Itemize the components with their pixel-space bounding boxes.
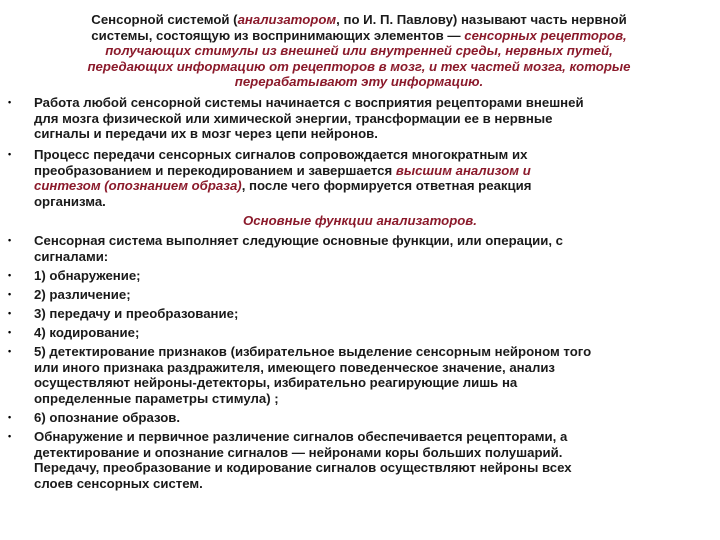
intro-emphasis-line: перерабатывают эту информацию. bbox=[234, 74, 484, 90]
bullet-icon: • bbox=[8, 346, 12, 356]
intro-line bbox=[28, 28, 690, 44]
section-heading: Основные функции анализаторов. bbox=[243, 213, 477, 228]
bullet-icon: • bbox=[8, 412, 12, 422]
bullet-text bbox=[34, 95, 584, 142]
intro-text: , по И. П. Павлову) называют часть нервной bbox=[336, 12, 627, 27]
text-line bbox=[34, 178, 531, 194]
function-item: 4) кодирование; bbox=[34, 325, 140, 340]
text-line: для мозга физической или химической энергии, трансформации ее в нервные bbox=[34, 110, 553, 126]
text-line: 5) детектирование признаков (избирательное выделение сенсорным нейроном того bbox=[34, 344, 592, 359]
emphasis-run: высшим анализом и bbox=[395, 162, 531, 178]
bullet-text bbox=[34, 429, 572, 491]
text-run: , после чего формируется ответная реакция bbox=[241, 178, 532, 194]
text-line bbox=[34, 163, 531, 179]
text-line: детектирование и опознание сигналов — нейронами коры больших полушарий. bbox=[34, 444, 563, 460]
emphasis-run: синтезом (опознанием образа) bbox=[34, 178, 242, 194]
text-line: Обнаружение и первичное различение сигналов обеспечивается рецепторами, а bbox=[34, 429, 568, 444]
intro-definition bbox=[28, 12, 690, 90]
text-line: сигналами: bbox=[34, 248, 109, 264]
bullet-text bbox=[34, 233, 563, 264]
text-line: Работа любой сенсорной системы начинается с восприятия рецепторами внешней bbox=[34, 95, 584, 110]
text-line: или иного признака раздражителя, имеющего поведенческое значение, анализ bbox=[34, 359, 555, 375]
text-line: сигналы и передачи их в мозг через цепи нейронов. bbox=[34, 126, 378, 142]
intro-emphasis-line: получающих стимулы из внешней или внутренней среды, нервных путей, bbox=[105, 43, 613, 59]
bullet-icon: • bbox=[8, 327, 12, 337]
function-item: 1) обнаружение; bbox=[34, 268, 141, 283]
function-item: 3) передачу и преобразование; bbox=[34, 306, 239, 321]
text-line: Сенсорная система выполняет следующие основные функции, или операции, с bbox=[34, 233, 563, 248]
intro-emphasis: сенсорных рецепторов, bbox=[464, 27, 627, 43]
text-line: определенные параметры стимула) ; bbox=[34, 390, 279, 406]
bullet-icon: • bbox=[8, 97, 12, 107]
text-line: Процесс передачи сенсорных сигналов сопровождается многократным их bbox=[34, 147, 528, 162]
bullet-icon: • bbox=[8, 270, 12, 280]
bullet-icon: • bbox=[8, 149, 12, 159]
intro-text: системы, состоящую из воспринимающих элементов — bbox=[91, 27, 465, 43]
function-item: 2) различение; bbox=[34, 287, 131, 302]
function-item: 6) опознание образов. bbox=[34, 410, 181, 425]
text-line: организма. bbox=[34, 193, 106, 209]
function-item bbox=[34, 344, 591, 406]
text-line: слоев сенсорных систем. bbox=[34, 475, 203, 491]
text-line: осуществляют нейроны-детекторы, избирательно реагирующие лишь на bbox=[34, 375, 518, 391]
intro-emphasis-line: передающих информацию от рецепторов в мозг, и тех частей мозга, которые bbox=[87, 58, 631, 74]
bullet-text bbox=[34, 147, 531, 209]
intro-emphasis: анализатором bbox=[237, 12, 337, 27]
intro-text: Сенсорной системой ( bbox=[91, 12, 238, 27]
text-line: Передачу, преобразование и кодирование сигналов осуществляют нейроны всех bbox=[34, 460, 572, 476]
bullet-icon: • bbox=[8, 289, 12, 299]
bullet-icon: • bbox=[8, 235, 12, 245]
bullet-icon: • bbox=[8, 431, 12, 441]
intro-line bbox=[28, 12, 690, 28]
text-run: преобразованием и перекодированием и завершается bbox=[34, 162, 396, 178]
bullet-icon: • bbox=[8, 308, 12, 318]
